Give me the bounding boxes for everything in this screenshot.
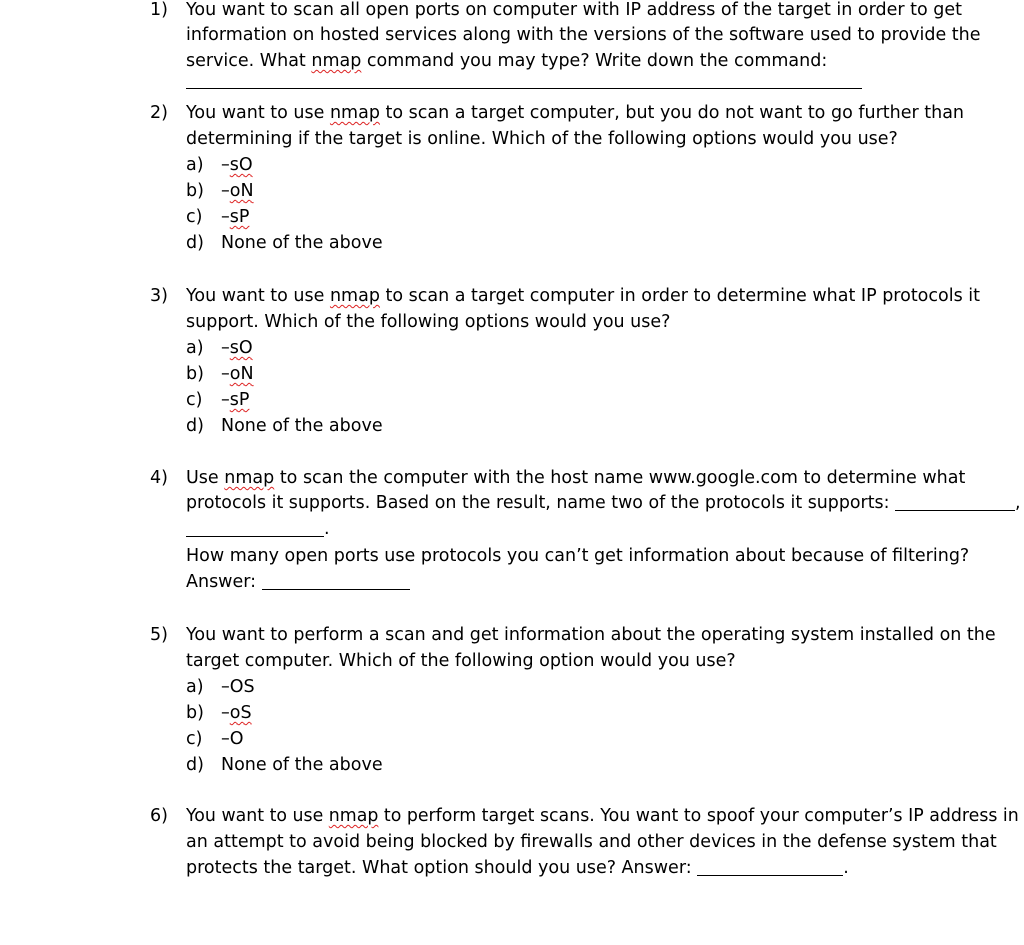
option-c[interactable]: c) –sP [186, 207, 250, 227]
question-text-line: target computer. Which of the following option would you use? [186, 651, 736, 671]
option-a[interactable]: a) –sO [186, 338, 253, 358]
question-text-line: You want to perform a scan and get information about the operating system installed on the [186, 625, 996, 645]
spellcheck-word: nmap [224, 468, 275, 488]
question-text-line: You want to scan all open ports on computer with IP address of the target in order to get [186, 0, 963, 20]
question-text-line: . [186, 519, 330, 539]
option-c[interactable]: c) –sP [186, 390, 250, 410]
option-d[interactable]: d) None of the above [186, 416, 383, 436]
question-text-line: information on hosted services along with the versions of the software used to provide the [186, 25, 981, 45]
option-d[interactable]: d) None of the above [186, 755, 383, 775]
question-text-line: Use nmap to scan the computer with the host name www.google.com to determine what [186, 468, 966, 488]
question-text-line: You want to use nmap to scan a target computer in order to determine what IP protocols it [186, 286, 980, 306]
option-d[interactable]: d) None of the above [186, 233, 383, 253]
spellcheck-word: nmap [329, 103, 380, 123]
question-number: 1) [150, 0, 168, 20]
option-a[interactable]: a) –OS [186, 677, 255, 697]
question-text-line: protocols it supports. Based on the result, name two of the protocols it supports: , [186, 493, 1021, 513]
question-number: 3) [150, 286, 168, 306]
question-number: 4) [150, 468, 168, 488]
question-text-line: determining if the target is online. Which of the following options would you use? [186, 129, 898, 149]
question-text-line: You want to use nmap to perform target scans. You want to spoof your computer’s IP address in [186, 806, 1019, 826]
option-c[interactable]: c) –O [186, 729, 244, 749]
answer-blank[interactable] [895, 493, 1015, 511]
spellcheck-word: nmap [311, 51, 362, 71]
option-b[interactable]: b) –oS [186, 703, 252, 723]
answer-blank[interactable] [262, 572, 410, 590]
question-text-line: Answer: [186, 572, 410, 592]
answer-blank[interactable] [697, 858, 843, 876]
option-a[interactable]: a) –sO [186, 155, 253, 175]
question-text-line: How many open ports use protocols you can’t get information about because of filtering? [186, 546, 970, 566]
spellcheck-word: nmap [329, 286, 380, 306]
option-b[interactable]: b) –oN [186, 181, 254, 201]
question-text-line: support. Which of the following options would you use? [186, 312, 671, 332]
question-number: 6) [150, 806, 168, 826]
question-number: 5) [150, 625, 168, 645]
spellcheck-word: nmap [328, 806, 379, 826]
question-text-line: protects the target. What option should you use? Answer: . [186, 858, 849, 878]
question-number: 2) [150, 103, 168, 123]
question-text-line: You want to use nmap to scan a target computer, but you do not want to go further than [186, 103, 965, 123]
question-text-line: an attempt to avoid being blocked by firewalls and other devices in the defense system that [186, 832, 997, 852]
option-b[interactable]: b) –oN [186, 364, 254, 384]
question-text-line: service. What nmap command you may type? Write down the command: [186, 51, 828, 71]
answer-line[interactable] [186, 88, 862, 89]
answer-blank[interactable] [186, 519, 324, 537]
